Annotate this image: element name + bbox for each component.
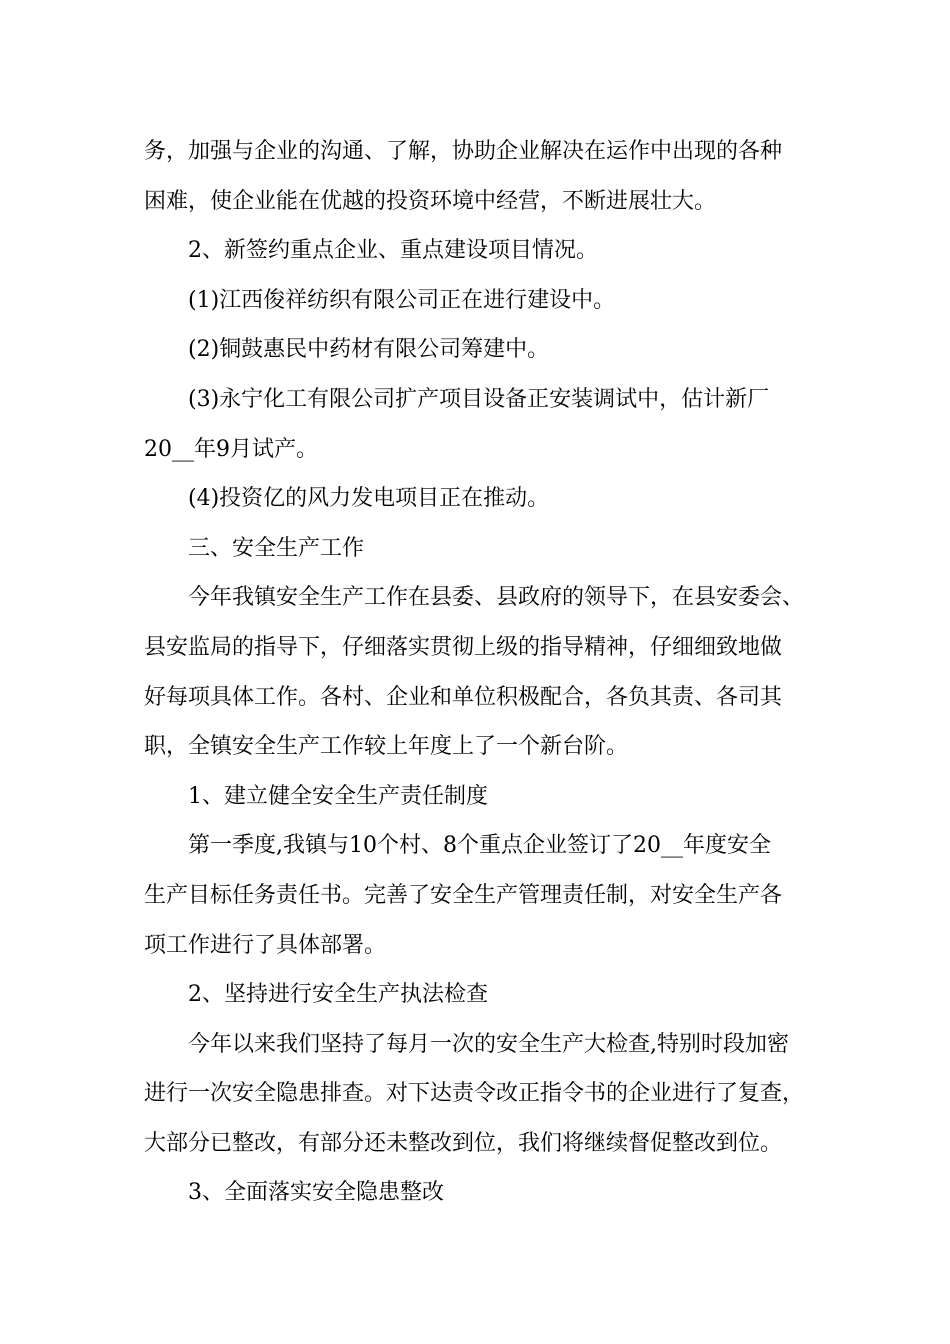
text-line: 职，全镇安全生产工作较上年度上了一个新台阶。 bbox=[144, 734, 629, 760]
text-line: 大部分已整改，有部分还未整改到位，我们将继续督促整改到位。 bbox=[144, 1130, 783, 1156]
text-line: 1、建立健全安全生产责任制度 bbox=[188, 783, 488, 809]
text-line: 三、安全生产工作 bbox=[188, 535, 365, 561]
text-line: 2、坚持进行安全生产执法检查 bbox=[188, 982, 488, 1008]
text-line: 县安监局的指导下，仔细落实贯彻上级的指导精神，仔细细致地做 bbox=[144, 634, 783, 660]
text-line: 生产目标任务责任书。完善了安全生产管理责任制，对安全生产各 bbox=[144, 882, 783, 908]
text-line: 3、全面落实安全隐患整改 bbox=[188, 1180, 444, 1206]
text-line: (3)永宁化工有限公司扩产项目设备正安装调试中，估计新厂 bbox=[188, 386, 770, 412]
text-line: 今年我镇安全生产工作在县委、县政府的领导下，在县安委会、 bbox=[188, 585, 805, 611]
text-line: (2)铜鼓惠民中药材有限公司筹建中。 bbox=[188, 337, 550, 363]
text-line: (4)投资亿的风力发电项目正在推动。 bbox=[188, 486, 550, 512]
text-line: 好每项具体工作。各村、企业和单位积极配合，各负其责、各司其 bbox=[144, 684, 783, 710]
text-line: 务，加强与企业的沟通、了解，协助企业解决在运作中出现的各种 bbox=[144, 139, 783, 164]
text-line: 2、新签约重点企业、重点建设项目情况。 bbox=[188, 238, 598, 264]
text-line: 项工作进行了具体部署。 bbox=[144, 932, 387, 958]
text-line: 困难，使企业能在优越的投资环境中经营，不断进展壮大。 bbox=[144, 188, 717, 214]
text-line: 今年以来我们坚持了每月一次的安全生产大检查,特别时段加密 bbox=[188, 1031, 789, 1057]
text-line: 第一季度,我镇与10个村、8个重点企业签订了20__年度安全 bbox=[188, 833, 771, 859]
document-body bbox=[144, 127, 814, 1218]
text-line: (1)江西俊祥纺织有限公司正在进行建设中。 bbox=[188, 287, 616, 313]
text-line: 20__年9月试产。 bbox=[144, 436, 318, 462]
text-line: 进行一次安全隐患排查。对下达责令改正指令书的企业进行了复查， bbox=[144, 1081, 805, 1107]
